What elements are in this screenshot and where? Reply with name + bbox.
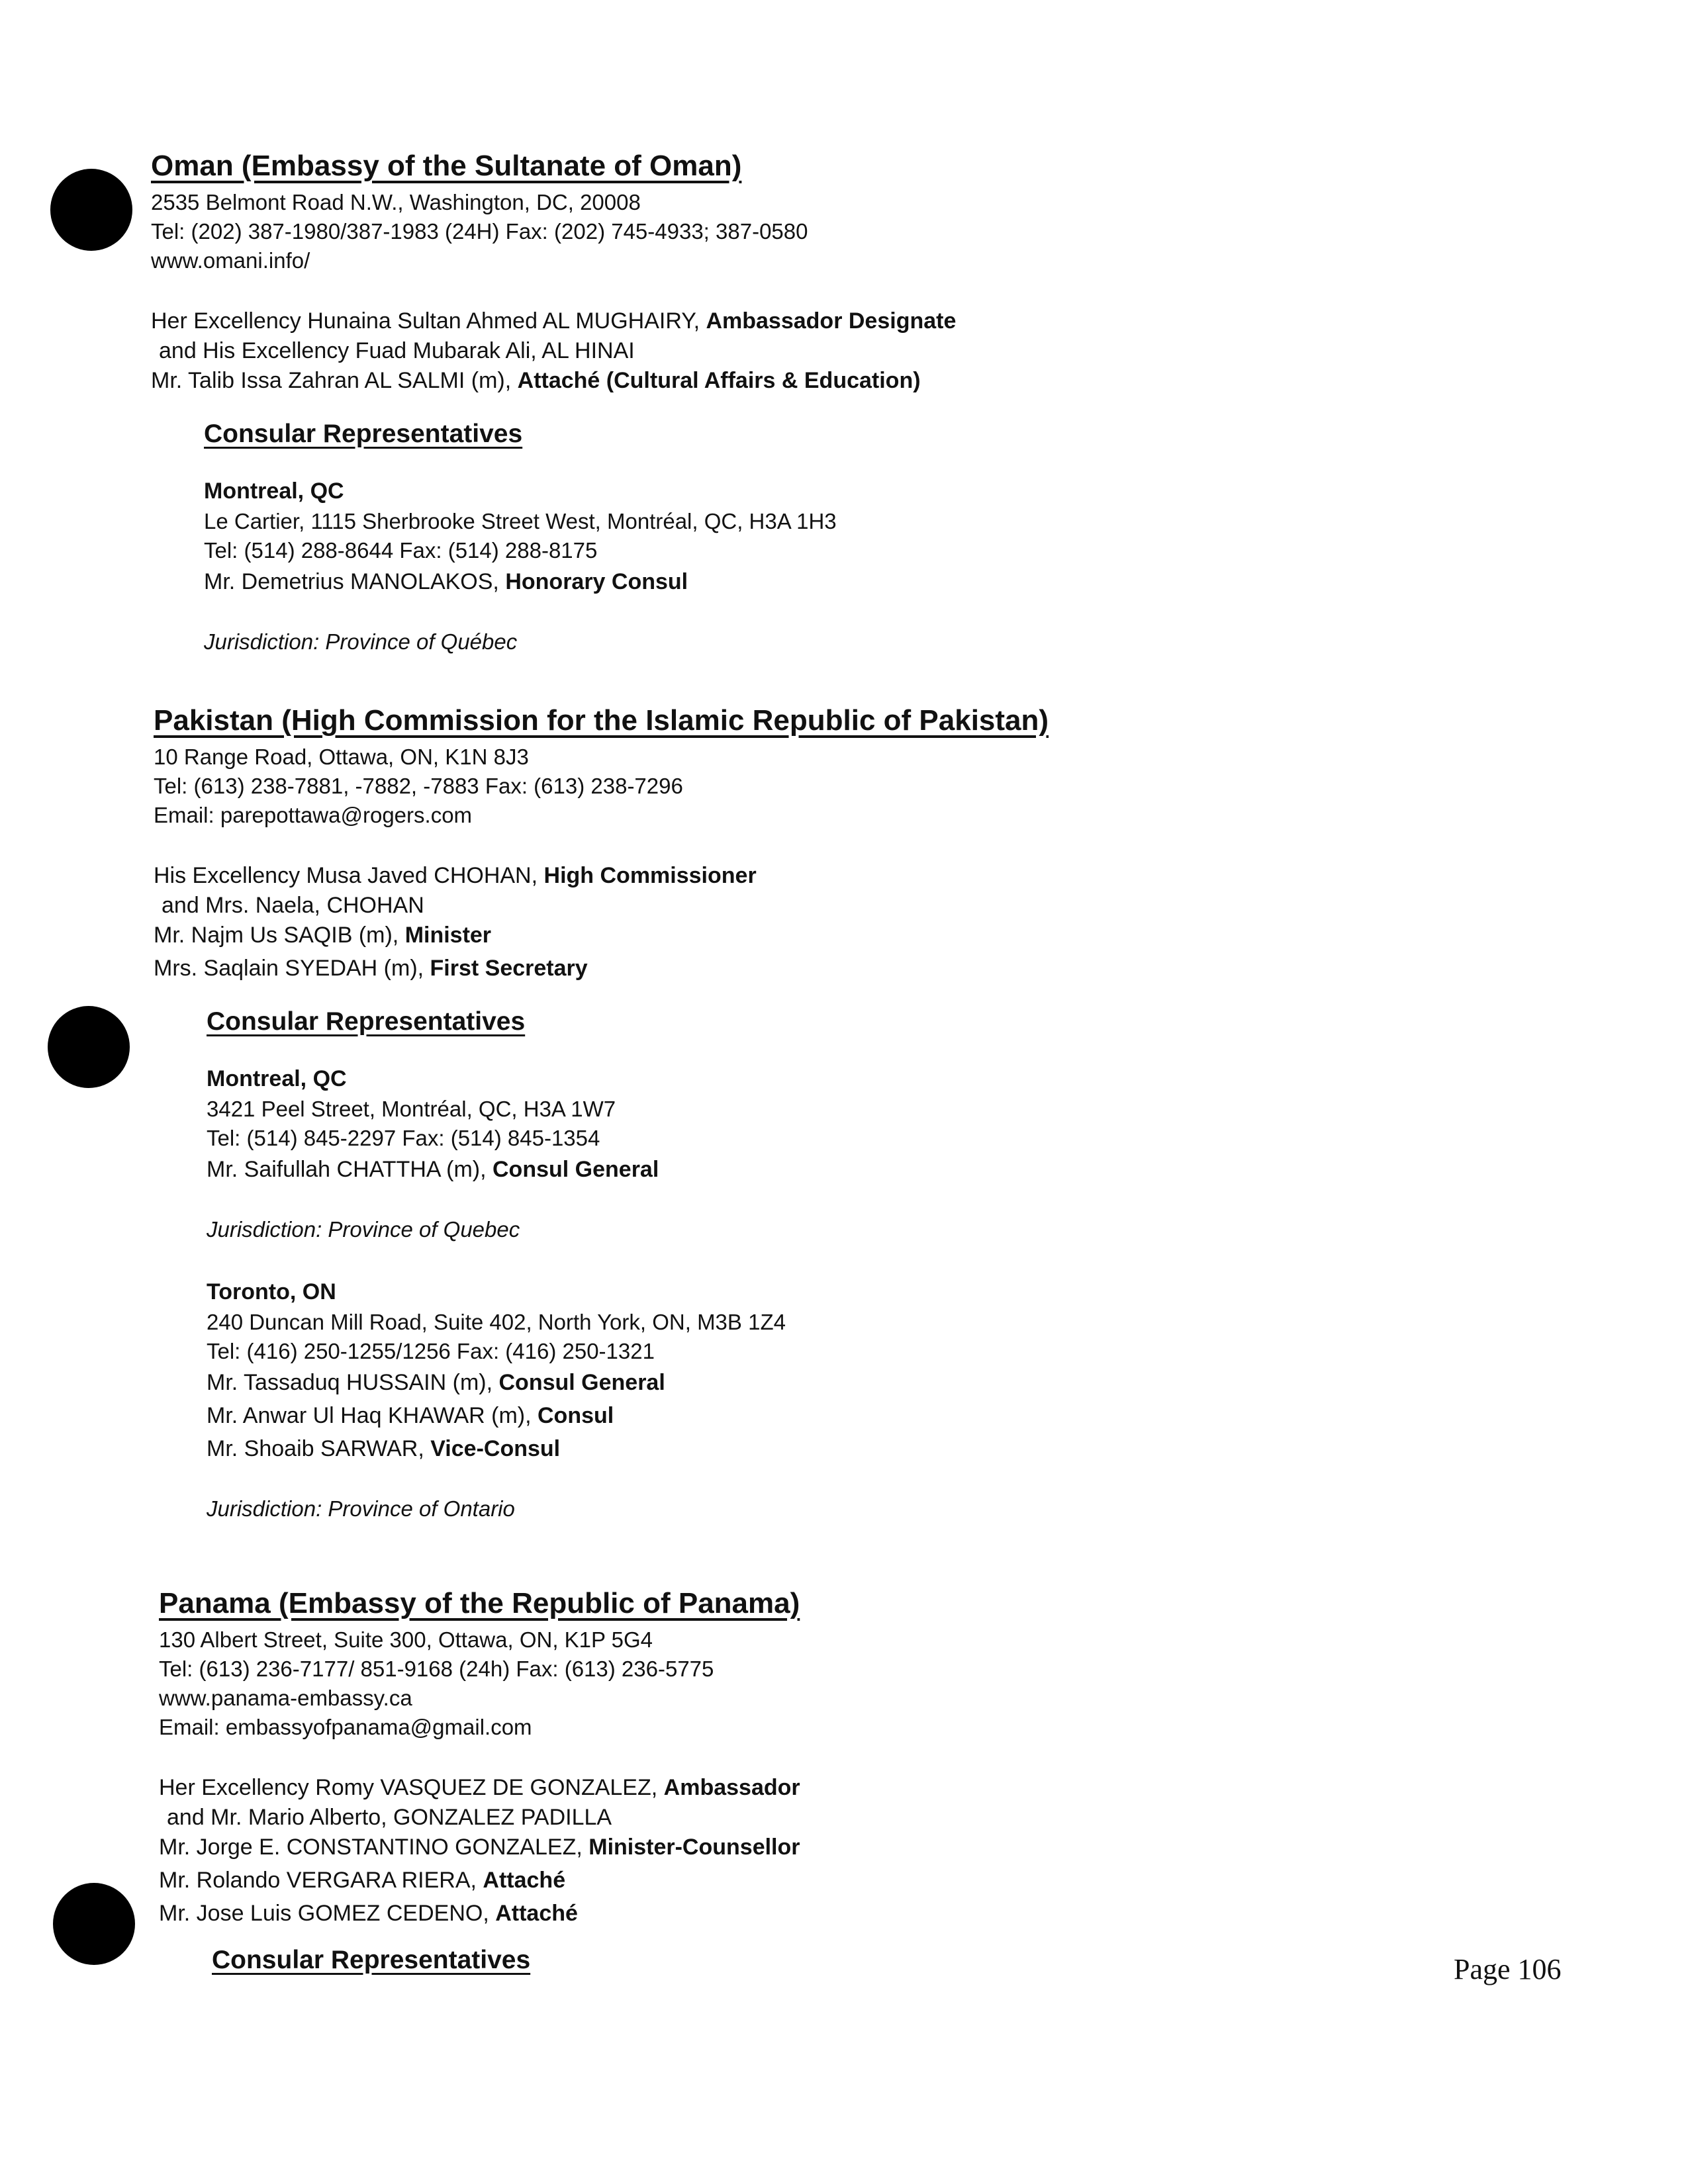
staff-line: and Mr. Mario Alberto, GONZALEZ PADILLA — [167, 1805, 612, 1830]
office-city: Toronto, ON — [207, 1279, 336, 1304]
country-heading: Oman (Embassy of the Sultanate of Oman) — [151, 150, 742, 182]
staff-line: Mr. Tassaduq HUSSAIN (m), Consul General — [207, 1370, 665, 1395]
entry-pakistan — [154, 704, 1411, 1525]
page-number: Page 106 — [1454, 1953, 1562, 1985]
country-heading: Panama (Embassy of the Republic of Panama) — [159, 1587, 800, 1619]
staff-line: Mr. Saifullah CHATTHA (m), Consul General — [207, 1157, 659, 1182]
office-city: Montreal, QC — [207, 1066, 347, 1091]
office-address: 3421 Peel Street, Montréal, QC, H3A 1W7 — [207, 1097, 616, 1121]
office-address: Le Cartier, 1115 Sherbrooke Street West, Montréal, QC, H3A 1H3 — [204, 509, 837, 533]
email-line: Email: parepottawa@rogers.com — [154, 803, 473, 827]
staff-line: and His Excellency Fuad Mubarak Ali, AL HINAI — [159, 338, 635, 363]
staff-line: and Mrs. Naela, CHOHAN — [162, 893, 424, 918]
address-line: 10 Range Road, Ottawa, ON, K1N 8J3 — [154, 745, 529, 769]
staff-line: Her Excellency Hunaina Sultan Ahmed AL MUGHAIRY, Ambassador Designate — [151, 308, 957, 334]
staff-line: Mr. Rolando VERGARA RIERA, Attaché — [159, 1868, 566, 1893]
punch-hole — [53, 1883, 135, 1965]
consular-office — [204, 475, 1409, 658]
entry-panama — [159, 1587, 1417, 2001]
phone-line: Tel: (613) 236-7177/ 851-9168 (24h) Fax: (613) 236-5775 — [159, 1657, 714, 1681]
entry-oman — [151, 150, 1409, 658]
phone-line: Tel: (202) 387-1980/387-1983 (24H) Fax: (202) 745-4933; 387-0580 — [151, 219, 808, 244]
consular-heading: Consular Representatives — [204, 420, 523, 448]
punch-hole — [50, 169, 132, 251]
address-line: 2535 Belmont Road N.W., Washington, DC, 20008 — [151, 190, 641, 214]
punch-hole — [48, 1006, 130, 1088]
office-city: Montreal, QC — [204, 478, 344, 504]
staff-line: Mr. Anwar Ul Haq KHAWAR (m), Consul — [207, 1403, 614, 1428]
staff-line: Mr. Jose Luis GOMEZ CEDENO, Attaché — [159, 1901, 578, 1926]
country-heading: Pakistan (High Commission for the Islamic Republic of Pakistan) — [154, 704, 1049, 737]
staff-line: His Excellency Musa Javed CHOHAN, High Commissioner — [154, 863, 757, 888]
staff-line: Mr. Jorge E. CONSTANTINO GONZALEZ, Minister-Counsellor — [159, 1835, 800, 1860]
consular-office — [207, 1063, 1411, 1246]
consular-heading: Consular Representatives — [212, 1946, 531, 1974]
email-line: Email: embassyofpanama@gmail.com — [159, 1715, 532, 1739]
address-line: 130 Albert Street, Suite 300, Ottawa, ON, K1P 5G4 — [159, 1627, 653, 1652]
website-line: www.omani.info/ — [151, 248, 310, 273]
jurisdiction: Jurisdiction: Province of Québec — [204, 629, 518, 654]
website-line: www.panama-embassy.ca — [159, 1686, 412, 1710]
consular-heading: Consular Representatives — [207, 1007, 526, 1036]
staff-line: Mrs. Saqlain SYEDAH (m), First Secretary — [154, 956, 588, 981]
staff-line: Mr. Najm Us SAQIB (m), Minister — [154, 923, 492, 948]
staff-line: Her Excellency Romy VASQUEZ DE GONZALEZ, Ambassador — [159, 1775, 800, 1800]
office-phone: Tel: (514) 288-8644 Fax: (514) 288-8175 — [204, 538, 598, 563]
staff-line: Mr. Demetrius MANOLAKOS, Honorary Consul — [204, 569, 688, 594]
phone-line: Tel: (613) 238-7881, -7882, -7883 Fax: (613) 238-7296 — [154, 774, 683, 798]
office-address: 240 Duncan Mill Road, Suite 402, North York, ON, M3B 1Z4 — [207, 1310, 786, 1334]
office-phone: Tel: (416) 250-1255/1256 Fax: (416) 250-1321 — [207, 1339, 655, 1363]
office-phone: Tel: (514) 845-2297 Fax: (514) 845-1354 — [207, 1126, 600, 1150]
consular-office — [207, 1276, 1411, 1525]
staff-line: Mr. Shoaib SARWAR, Vice-Consul — [207, 1436, 561, 1461]
jurisdiction: Jurisdiction: Province of Quebec — [207, 1217, 520, 1242]
jurisdiction: Jurisdiction: Province of Ontario — [207, 1496, 515, 1521]
staff-line: Mr. Talib Issa Zahran AL SALMI (m), Attaché (Cultural Affairs & Education) — [151, 368, 921, 393]
